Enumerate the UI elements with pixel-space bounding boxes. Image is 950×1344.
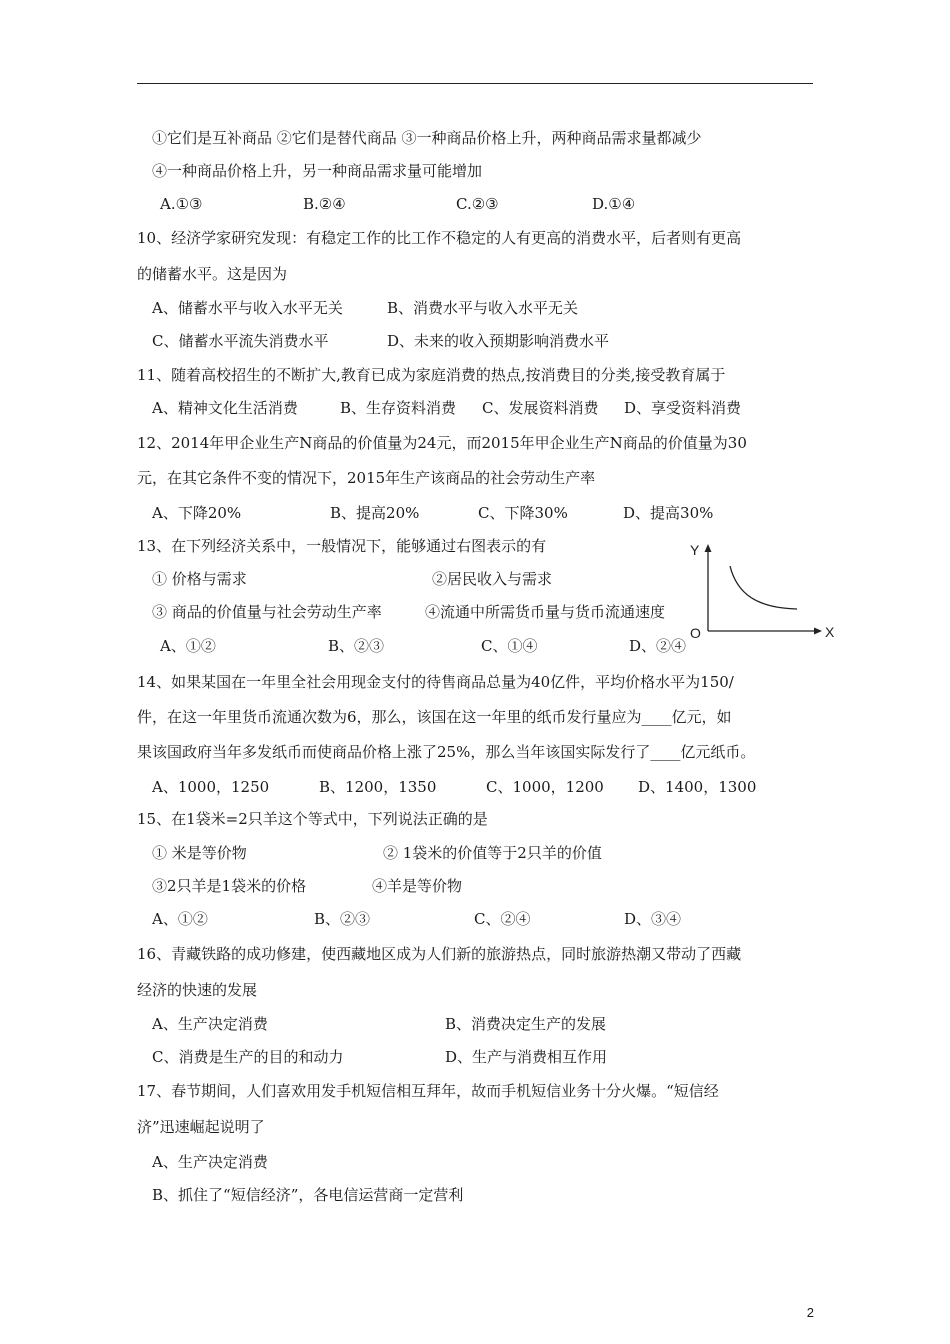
q16-option-d[interactable]: D、生产与消费相互作用 [445,1048,608,1066]
q15-stem: 15、在1袋米=2只羊这个等式中，下列说法正确的是 [137,810,488,828]
q17-stem-line2: 济”迅速崛起说明了 [137,1118,265,1136]
q12-stem-line2: 元，在其它条件不变的情况下，2015年生产该商品的社会劳动生产率 [137,469,596,487]
q13-option-c[interactable]: C、①④ [481,637,538,655]
q9-option-d[interactable]: D.①④ [592,195,636,213]
q10-option-c[interactable]: C、储蓄水平流失消费水平 [152,332,329,350]
q13-option-b[interactable]: B、②③ [328,637,385,655]
q10-option-b[interactable]: B、消费水平与收入水平无关 [387,299,579,317]
graph-x-label: X [825,624,835,640]
q14-stem-line3: 果该国政府当年多发纸币而使商品价格上涨了25%，那么当年该国实际发行了____亿元纸币。 [137,743,756,761]
q16-option-b[interactable]: B、消费决定生产的发展 [445,1015,607,1033]
q15-statement-2: ② 1袋米的价值等于2只羊的价值 [383,844,602,862]
graph-x-arrow [814,628,822,635]
q15-statement-1: ① 米是等价物 [152,844,247,862]
q13-statement-1: ① 价格与需求 [152,570,247,588]
q13-statement-2: ②居民收入与需求 [432,570,553,588]
q10-option-a[interactable]: A、储蓄水平与收入水平无关 [152,299,343,317]
q13-option-d[interactable]: D、②④ [629,637,687,655]
q12-option-d[interactable]: D、提高30% [623,504,714,522]
q9-statements-line2: ④一种商品价格上升，另一种商品需求量可能增加 [152,162,483,180]
graph-y-label: Y [690,542,700,558]
q14-option-d[interactable]: D、1400，1300 [638,778,757,796]
page-number: 2 [806,1305,814,1320]
q17-option-a[interactable]: A、生产决定消费 [152,1153,268,1171]
q15-option-a[interactable]: A、①② [152,910,208,928]
q17-option-b[interactable]: B、抓住了“短信经济”，各电信运营商一定营利 [152,1186,464,1204]
q15-option-b[interactable]: B、②③ [314,910,371,928]
q15-option-c[interactable]: C、②④ [474,910,531,928]
q13-option-a[interactable]: A、①② [160,637,216,655]
q15-option-d[interactable]: D、③④ [624,910,682,928]
q12-option-a[interactable]: A、下降20% [152,504,242,522]
q14-stem-line1: 14、如果某国在一年里全社会用现金支付的待售商品总量为40亿件，平均价格水平为150/ [137,673,734,691]
q14-option-b[interactable]: B、1200，1350 [319,778,437,796]
q13-statement-3: ③ 商品的价值量与社会劳动生产率 [152,603,382,621]
q9-option-a[interactable]: A.①③ [160,195,203,213]
q11-option-b[interactable]: B、生存资料消费 [340,399,457,417]
q11-option-c[interactable]: C、发展资料消费 [482,399,599,417]
q16-option-a[interactable]: A、生产决定消费 [152,1015,268,1033]
q10-stem-line1: 10、经济学家研究发现：有稳定工作的比工作不稳定的人有更高的消费水平，后者则有更高 [137,229,742,247]
q15-statement-4: ④羊是等价物 [372,877,463,895]
q16-stem-line2: 经济的快速的发展 [137,981,258,999]
q11-option-d[interactable]: D、享受资料消费 [624,399,742,417]
header-rule [137,83,813,84]
q9-option-c[interactable]: C.②③ [456,195,499,213]
q16-option-c[interactable]: C、消费是生产的目的和动力 [152,1048,344,1066]
q11-stem: 11、随着高校招生的不断扩大,教育已成为家庭消费的热点,按消费目的分类,接受教育属于 [137,366,726,384]
q14-stem-line2: 件，在这一年里货币流通次数为6，那么，该国在这一年里的纸币发行量应为____亿元，如 [137,708,732,726]
q14-option-a[interactable]: A、1000，1250 [152,778,270,796]
q13-curve-graph [685,536,835,646]
q9-option-b[interactable]: B.②④ [303,195,346,213]
q12-option-c[interactable]: C、下降30% [478,504,568,522]
graph-origin-label: O [690,625,701,641]
q13-stem: 13、在下列经济关系中，一般情况下，能够通过右图表示的有 [137,537,547,555]
q14-option-c[interactable]: C、1000，1200 [486,778,604,796]
q10-option-d[interactable]: D、未来的收入预期影响消费水平 [387,332,610,350]
graph-y-arrow [705,544,712,552]
q9-statements-line1: ①它们是互补商品 ②它们是替代商品 ③一种商品价格上升，两种商品需求量都减少 [152,129,702,147]
graph-demand-curve [730,566,797,609]
q13-statement-4: ④流通中所需货币量与货币流通速度 [425,603,666,621]
q12-stem-line1: 12、2014年甲企业生产N商品的价值量为24元，而2015年甲企业生产N商品的价值量为30 [137,434,747,452]
q17-stem-line1: 17、春节期间，人们喜欢用发手机短信相互拜年，故而手机短信业务十分火爆。“短信经 [137,1082,719,1100]
q16-stem-line1: 16、青藏铁路的成功修建，使西藏地区成为人们新的旅游热点，同时旅游热潮又带动了西藏 [137,945,742,963]
q11-option-a[interactable]: A、精神文化生活消费 [152,399,298,417]
q12-option-b[interactable]: B、提高20% [330,504,420,522]
q15-statement-3: ③2只羊是1袋米的价格 [152,877,307,895]
q10-stem-line2: 的储蓄水平。这是因为 [137,265,288,283]
